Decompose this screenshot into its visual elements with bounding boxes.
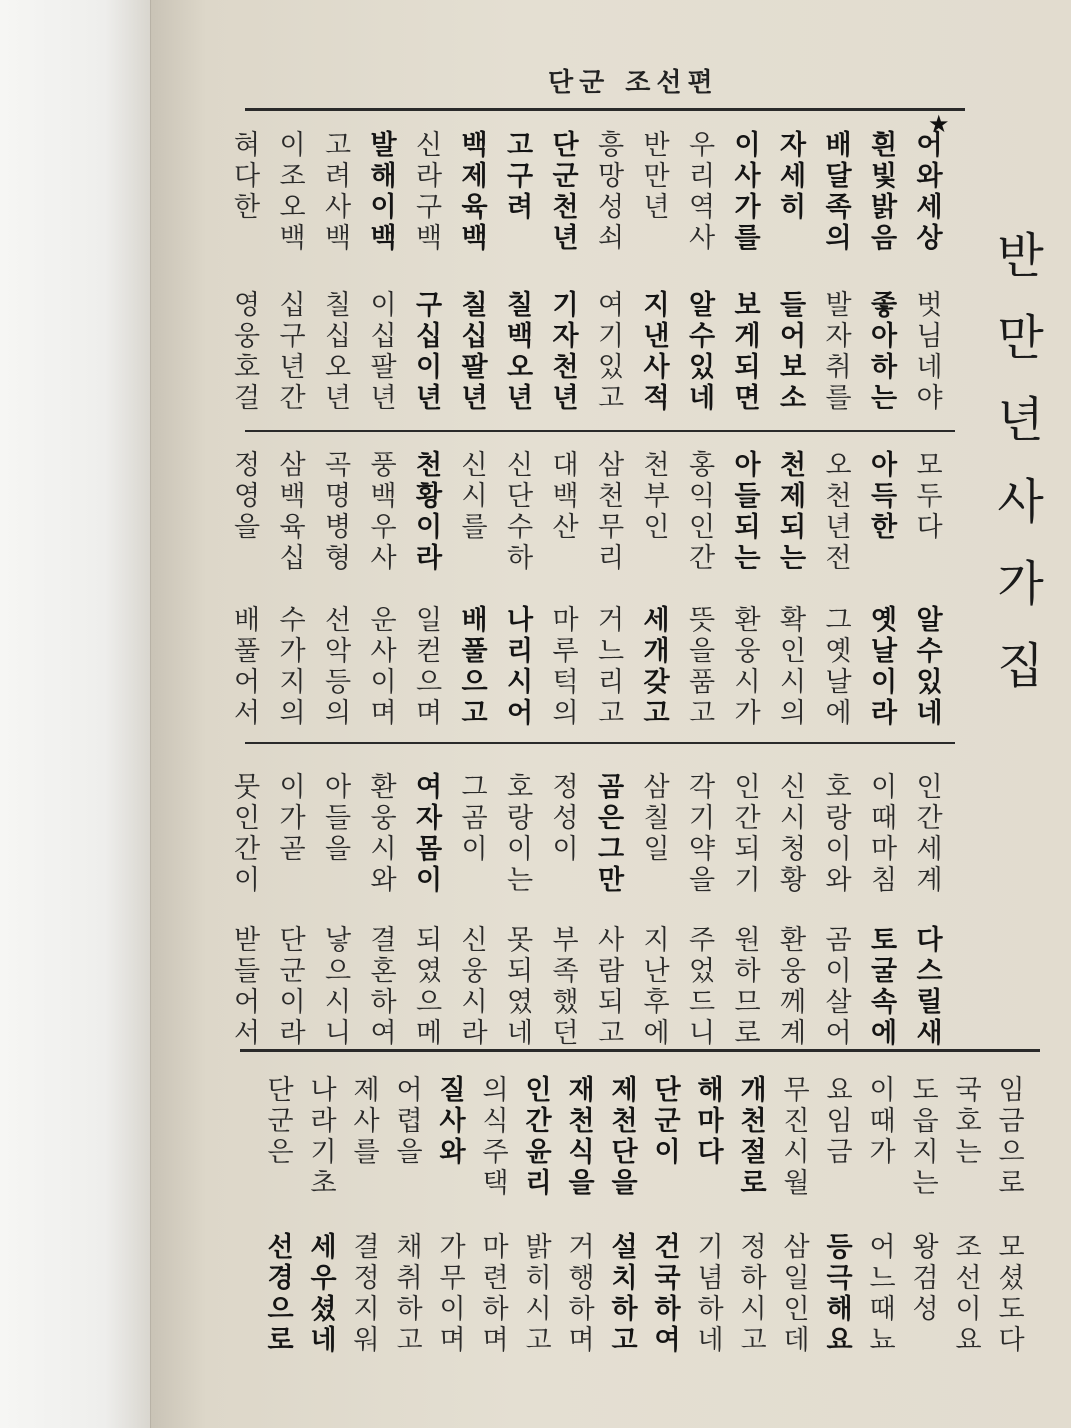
verse-line: 그곰이 xyxy=(456,772,487,865)
verse-line: 되였으메 xyxy=(410,925,442,1049)
verse-line: 조선이요 xyxy=(950,1232,981,1356)
verse-line: 신웅시라 xyxy=(456,925,487,1049)
verse-line: 거행하며 xyxy=(563,1232,594,1356)
verse-line: 옛날이라 xyxy=(865,605,897,729)
verse-line: 발자취를 xyxy=(820,290,851,414)
verse-line: 고구려 xyxy=(501,130,533,223)
verse-line: 질사와 xyxy=(434,1075,465,1168)
verse-line: 요임금 xyxy=(821,1075,852,1168)
verse-line: 삼칠일 xyxy=(638,772,669,865)
verse-line: 들어보소 xyxy=(774,290,806,414)
verse-line: 알수있네 xyxy=(911,605,942,729)
verse-line: 가무이며 xyxy=(434,1232,465,1356)
verse-line: 각기약을 xyxy=(683,772,715,896)
verse-line: 부족했던 xyxy=(547,925,578,1049)
verse-line: 호랑이와 xyxy=(820,772,851,896)
verse-line: 혀다한 xyxy=(228,130,260,223)
verse-line: 어렵을 xyxy=(391,1075,422,1168)
verse-line: 삼일인데 xyxy=(778,1232,809,1356)
verse-line: 재천식을 xyxy=(563,1075,594,1199)
verse-line: 이조오백 xyxy=(274,130,305,254)
verse-line: 수가지의 xyxy=(274,605,305,729)
verse-line: 밝히시고 xyxy=(520,1232,551,1356)
verse-line: 환웅께계 xyxy=(774,925,806,1049)
verse-line: 여자몸이 xyxy=(410,772,442,896)
verse-line: 어와세상 xyxy=(911,130,942,254)
verse-line: 기념하네 xyxy=(692,1232,723,1356)
verse-line: 풍백우사 xyxy=(365,450,396,574)
verse-line: 배달족의 xyxy=(820,130,851,254)
verse-line: 왕검성 xyxy=(907,1232,938,1325)
section-divider xyxy=(240,1049,1040,1052)
verse-line: 아득한 xyxy=(865,450,897,543)
verse-line: 인간윤리 xyxy=(520,1075,551,1199)
verse-line: 신라구백 xyxy=(410,130,442,254)
verse-line: 지낸사적 xyxy=(638,290,669,414)
verse-line: 해마다 xyxy=(692,1075,723,1168)
verse-line: 아들되는 xyxy=(729,450,760,574)
verse-line: 좋아하는 xyxy=(865,290,897,414)
verse-line: 정성이 xyxy=(547,772,578,865)
verse-line: 고려사백 xyxy=(319,130,351,254)
verse-line: 환웅시가 xyxy=(729,605,760,729)
header-rule xyxy=(245,108,965,111)
section-divider xyxy=(245,430,955,432)
verse-line: 신시청황 xyxy=(774,772,806,896)
verse-line: 어느때뇨 xyxy=(864,1232,895,1356)
verse-line: 칠백오년 xyxy=(501,290,533,414)
verse-line: 지난후에 xyxy=(638,925,669,1049)
verse-line: 단군이 xyxy=(649,1075,680,1168)
verse-line: 임금으로 xyxy=(993,1075,1024,1199)
section-divider xyxy=(245,742,955,744)
verse-line: 호랑이는 xyxy=(501,772,533,896)
verse-line: 오천년전 xyxy=(820,450,851,574)
verse-line: 건국하여 xyxy=(649,1232,680,1356)
verse-line: 일컫으며 xyxy=(410,605,442,729)
verse-line: 아들을 xyxy=(319,772,351,865)
verse-line: 세우셨네 xyxy=(305,1232,336,1356)
verse-line: 설치하고 xyxy=(606,1232,637,1356)
verse-line: 도읍지는 xyxy=(907,1075,938,1199)
verse-line: 자세히 xyxy=(774,130,806,223)
verse-line: 제천단을 xyxy=(606,1075,637,1199)
vertical-title: 반만년사가집 xyxy=(988,230,1044,722)
verse-line: 발해이백 xyxy=(365,130,396,254)
verse-line: 신단수하 xyxy=(501,450,533,574)
verse-line: 낳으시니 xyxy=(319,925,351,1049)
verse-line: 기자천년 xyxy=(547,290,578,414)
verse-line: 반만년 xyxy=(638,130,669,223)
verse-line: 등극해요 xyxy=(821,1232,852,1356)
verse-line: 인간세계 xyxy=(911,772,942,896)
verse-line: 원하므로 xyxy=(729,925,760,1049)
verse-line: 마루턱의 xyxy=(547,605,578,729)
verse-line: 여기있고 xyxy=(592,290,624,414)
verse-line: 마련하며 xyxy=(477,1232,508,1356)
verse-line: 결혼하여 xyxy=(365,925,396,1049)
verse-line: 정하시고 xyxy=(735,1232,766,1356)
verse-line: 모두다 xyxy=(911,450,942,543)
verse-line: 국호는 xyxy=(950,1075,981,1168)
verse-line: 나리시어 xyxy=(501,605,533,729)
verse-line: 다스릴새 xyxy=(911,925,942,1049)
verse-line: 이때마침 xyxy=(865,772,897,896)
verse-line: 홍익인간 xyxy=(683,450,715,574)
verse-line: 나라기초 xyxy=(305,1075,336,1199)
verse-line: 제사를 xyxy=(348,1075,379,1168)
verse-line: 선경으로 xyxy=(262,1232,293,1356)
verse-line: 보게되면 xyxy=(729,290,760,414)
verse-line: 사람되고 xyxy=(592,925,624,1049)
verse-line: 세개갖고 xyxy=(638,605,669,729)
verse-line: 천제되는 xyxy=(774,450,806,574)
verse-line: 정영을 xyxy=(228,450,260,543)
verse-line: 토굴속에 xyxy=(865,925,897,1049)
verse-line: 이십팔년 xyxy=(365,290,396,414)
verse-line: 대백산 xyxy=(547,450,578,543)
verse-line: 단군천년 xyxy=(547,130,578,254)
verse-line: 칠십팔년 xyxy=(456,290,487,414)
verse-line: 곰은그만 xyxy=(592,772,624,896)
verse-line: 삼백육십 xyxy=(274,450,305,574)
verse-line: 단군은 xyxy=(262,1075,293,1168)
verse-line: 천황이라 xyxy=(410,450,442,574)
verse-line: 곰이살어 xyxy=(820,925,851,1049)
verse-line: 백제육백 xyxy=(456,130,487,254)
verse-line: 모셨도다 xyxy=(993,1232,1024,1356)
verse-line: 배풀으고 xyxy=(456,605,487,729)
verse-line: 흰빛밝음 xyxy=(865,130,897,254)
verse-line: 신시를 xyxy=(456,450,487,543)
verse-line: 못되였네 xyxy=(501,925,533,1049)
verse-line: 주었드니 xyxy=(683,925,715,1049)
verse-line: 벗님네야 xyxy=(911,290,942,414)
verse-line: 이때가 xyxy=(864,1075,895,1168)
verse-line: 곡명병형 xyxy=(319,450,351,574)
verse-line: 뭇인간이 xyxy=(228,772,260,896)
verse-line: 알수있네 xyxy=(683,290,715,414)
page-header: 단군 조선편 xyxy=(548,68,719,98)
verse-line: 받들어서 xyxy=(228,925,260,1049)
verse-line: 십구년간 xyxy=(274,290,305,414)
verse-line: 우리역사 xyxy=(683,130,715,254)
verse-line: 결정지워 xyxy=(348,1232,379,1356)
verse-line: 운사이며 xyxy=(365,605,396,729)
verse-line: 확인시의 xyxy=(774,605,806,729)
adjacent-page-edge xyxy=(0,0,150,1428)
verse-line: 이사가를 xyxy=(729,130,760,254)
verse-line: 단군이라 xyxy=(274,925,305,1049)
verse-line: 천부인 xyxy=(638,450,669,543)
verse-line: 무진시월 xyxy=(778,1075,809,1199)
verse-line: 환웅시와 xyxy=(365,772,396,896)
verse-line: 영웅호걸 xyxy=(228,290,260,414)
verse-line: 이가곧 xyxy=(274,772,305,865)
verse-line: 채취하고 xyxy=(391,1232,422,1356)
verse-line: 구십이년 xyxy=(410,290,442,414)
verse-line: 칠십오년 xyxy=(319,290,351,414)
verse-line: 배풀어서 xyxy=(228,605,260,729)
verse-line: 선악등의 xyxy=(319,605,351,729)
verse-line: 뜻을품고 xyxy=(683,605,715,729)
verse-line: 흥망성쇠 xyxy=(592,130,624,254)
verse-line: 거느리고 xyxy=(592,605,624,729)
verse-line: 개천절로 xyxy=(735,1075,766,1199)
verse-line: 그옛날에 xyxy=(820,605,851,729)
verse-line: 인간되기 xyxy=(729,772,760,896)
verse-line: 의식주택 xyxy=(477,1075,508,1199)
star-icon: ★ xyxy=(928,110,950,138)
verse-line: 삼천무리 xyxy=(592,450,624,574)
